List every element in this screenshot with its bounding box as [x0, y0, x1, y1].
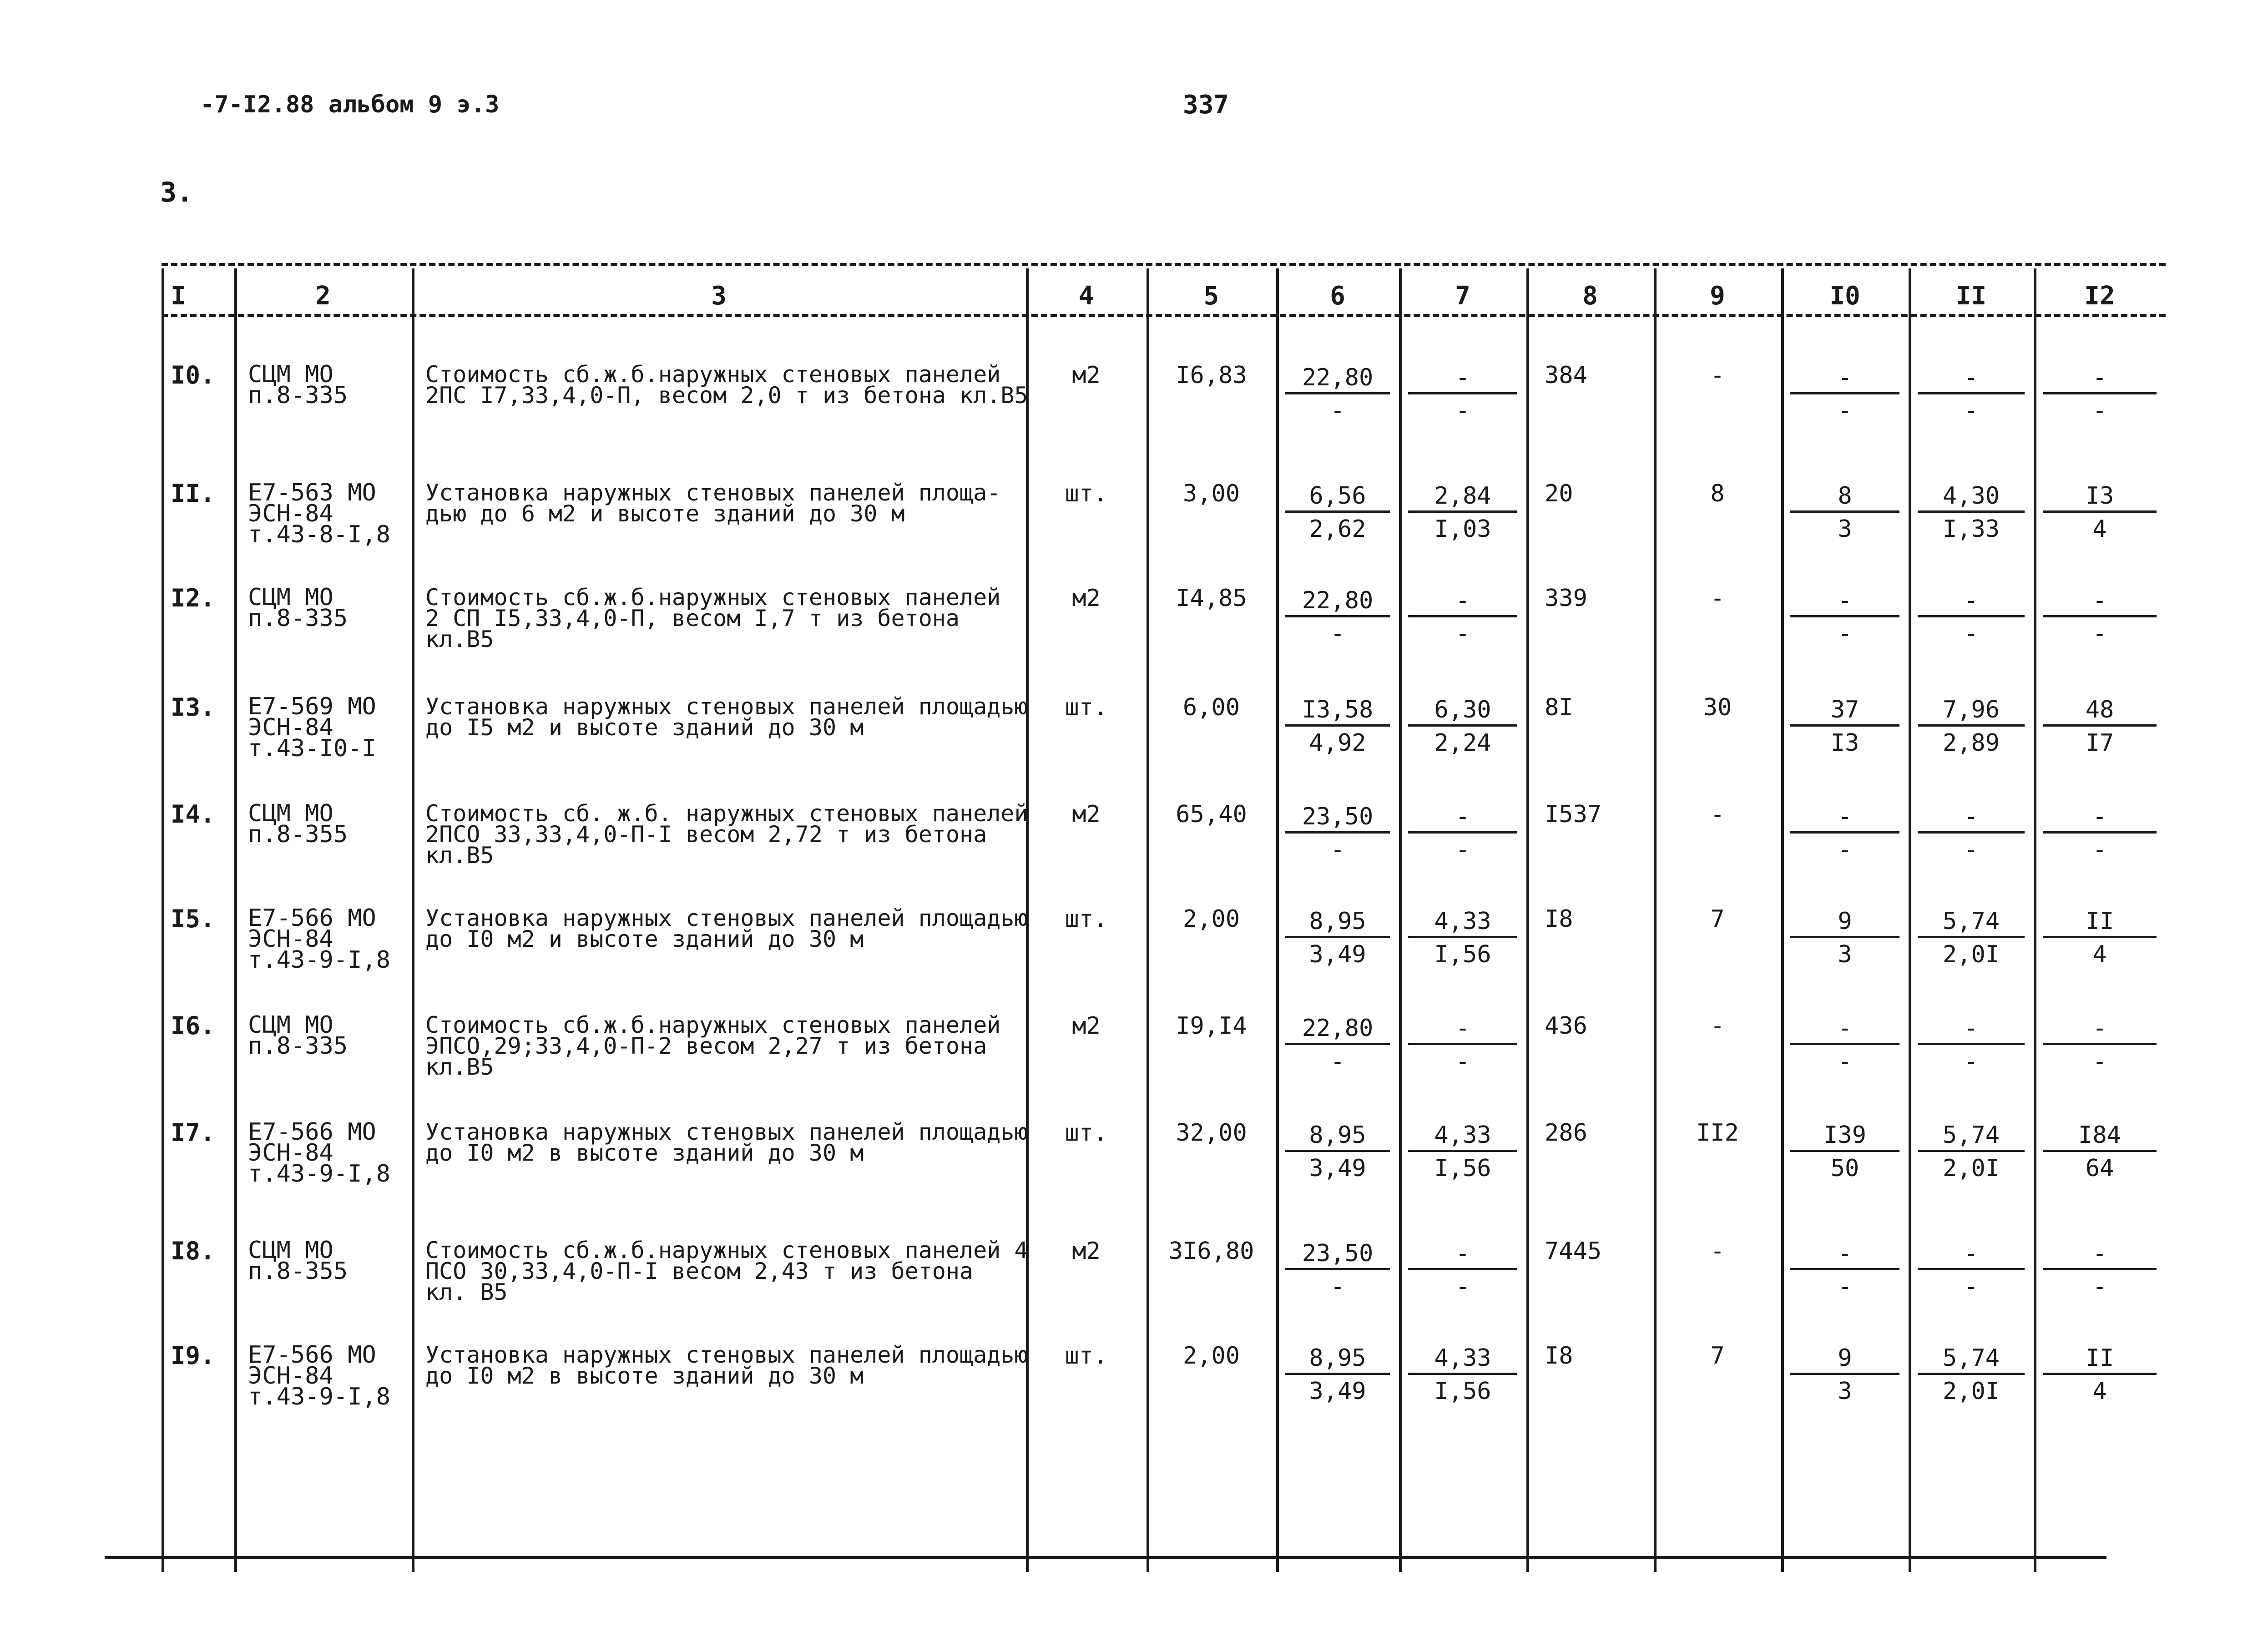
unit-cost-total [1285, 1240, 1390, 1298]
col12-value [2043, 908, 2157, 966]
total-cost: I8 [1545, 905, 1573, 933]
norm-code: ЭСН-84 [248, 1139, 333, 1167]
column-divider [1909, 268, 1911, 1572]
unit-cost-total-denominator: - [1330, 397, 1345, 424]
col10-value-numerator: 9 [1790, 1344, 1899, 1375]
total-cost: 339 [1545, 585, 1587, 612]
col11-value [1918, 1240, 2025, 1298]
work-description: 2ПСО 33,33,4,0-П-I весом 2,72 т из бетона [425, 821, 987, 848]
col12-value [2043, 1240, 2157, 1298]
document-reference: -7-I2.88 альбом 9 э.3 [200, 91, 500, 118]
col11-value [1918, 908, 2025, 966]
work-description: Установка наружных стеновых панелей площадью [425, 693, 1028, 720]
unit: шт. [1065, 480, 1108, 507]
col10-value [1790, 1240, 1899, 1298]
work-description: Стоимость сб.ж.б.наружных стеновых панелей 4 [425, 1237, 1028, 1263]
norm-code: п.8-335 [248, 382, 348, 409]
col11-value-denominator: I,33 [1942, 515, 2000, 543]
col11-value-numerator: 4,30 [1918, 482, 2025, 513]
norm-code: СЦМ МО [248, 1011, 333, 1039]
total-cost: 286 [1545, 1119, 1587, 1147]
row-number: I0. [171, 361, 215, 389]
work-description: дью до 6 м2 и высоте зданий до 30 м [425, 500, 905, 527]
work-description: Стоимость сб.ж.б.наружных стеновых панелей [425, 1012, 1001, 1038]
work-description: Установка наружных стеновых панелей площа- [425, 480, 1001, 506]
col12-value [2043, 364, 2157, 423]
unit-cost-total-numerator: 23,50 [1285, 1240, 1390, 1270]
col12-value-numerator: II [2043, 1344, 2157, 1375]
col10-value [1790, 1015, 1899, 1073]
col12-value-numerator: - [2043, 1015, 2157, 1045]
col10-value-numerator: - [1790, 1240, 1899, 1270]
unit-cost-wages-numerator: 2,84 [1408, 482, 1517, 513]
labor-value: 8 [1710, 480, 1725, 507]
unit-cost-wages-denominator: - [1455, 1048, 1470, 1075]
labor-value: - [1710, 1012, 1725, 1040]
unit-cost-wages [1408, 364, 1517, 423]
unit-cost-total [1285, 803, 1390, 862]
total-cost: 436 [1545, 1012, 1587, 1040]
quantity: I4,85 [1176, 585, 1247, 612]
unit: м2 [1072, 801, 1101, 828]
col12-value-denominator: - [2092, 620, 2107, 647]
col12-value-denominator: 4 [2092, 515, 2107, 543]
col10-value-denominator: - [1838, 1048, 1852, 1075]
col10-value-numerator: 8 [1790, 482, 1899, 513]
work-description: до I5 м2 и высоте зданий до 30 м [425, 714, 864, 741]
col11-value-numerator: 5,74 [1918, 1122, 2025, 1152]
col12-value-numerator: - [2043, 803, 2157, 834]
norm-code: СЦМ МО [248, 361, 333, 388]
unit-cost-wages-denominator: 2,24 [1434, 729, 1491, 757]
work-description: Стоимость сб. ж.б. наружных стеновых панелей [425, 800, 1028, 827]
unit-cost-total-denominator: 3,49 [1309, 1155, 1366, 1182]
norm-code: СЦМ МО [248, 1237, 333, 1264]
unit-cost-wages-denominator: - [1455, 620, 1470, 647]
col11-value-denominator: - [1964, 1048, 1979, 1075]
total-cost: 20 [1545, 480, 1573, 507]
col11-value-numerator: 5,74 [1918, 908, 2025, 938]
work-description: ПСО 30,33,4,0-П-I весом 2,43 т из бетона [425, 1258, 974, 1284]
norm-code: ЭСН-84 [248, 925, 333, 953]
column-divider [162, 268, 164, 1572]
col12-value [2043, 1344, 2157, 1403]
unit-cost-wages [1408, 696, 1517, 755]
unit-cost-total-numerator: 22,80 [1285, 587, 1390, 617]
col10-value [1790, 1344, 1899, 1403]
column-divider [2034, 268, 2036, 1572]
work-description: до I0 м2 в высоте зданий до 30 м [425, 1140, 864, 1166]
col10-value-denominator: - [1838, 620, 1852, 647]
row-number: I3. [171, 693, 215, 722]
col12-value [2043, 482, 2157, 541]
unit-cost-wages-numerator: 4,33 [1408, 1122, 1517, 1152]
quantity: 2,00 [1182, 1342, 1240, 1369]
col11-value [1918, 1122, 2025, 1180]
unit-cost-wages [1408, 803, 1517, 862]
unit: м2 [1072, 1012, 1101, 1040]
unit-cost-wages-denominator: I,56 [1434, 1155, 1491, 1182]
unit-cost-total [1285, 587, 1390, 646]
norm-code: ЭСН-84 [248, 714, 333, 741]
column-header: 5 [1203, 281, 1219, 311]
column-header: 4 [1078, 281, 1094, 311]
norm-code: СЦМ МО [248, 800, 333, 827]
unit-cost-total-numerator: 22,80 [1285, 364, 1390, 394]
col12-value [2043, 803, 2157, 862]
unit-cost-wages-numerator: 6,30 [1408, 696, 1517, 727]
work-description: Стоимость сб.ж.б.наружных стеновых панелей [425, 361, 1001, 388]
work-description: до I0 м2 в высоте зданий до 30 м [425, 1363, 864, 1389]
norm-code: Е7-566 МО [248, 1341, 376, 1369]
col11-value [1918, 482, 2025, 541]
unit-cost-total [1285, 1344, 1390, 1403]
column-divider [1399, 268, 1402, 1572]
col11-value [1918, 1344, 2025, 1403]
col10-value [1790, 696, 1899, 755]
total-cost: I8 [1545, 1342, 1573, 1369]
col11-value-denominator: - [1964, 1273, 1979, 1300]
norm-code: п.8-335 [248, 605, 348, 632]
unit-cost-total-numerator: 22,80 [1285, 1015, 1390, 1045]
work-description: Стоимость сб.ж.б.наружных стеновых панелей [425, 584, 1001, 611]
quantity: 3I6,80 [1168, 1238, 1254, 1265]
labor-value: - [1710, 1238, 1725, 1265]
col11-value-numerator: - [1918, 364, 2025, 394]
unit-cost-wages [1408, 1344, 1517, 1403]
norm-code: т.43-9-I,8 [248, 946, 391, 974]
row-number: I4. [171, 800, 215, 829]
unit-cost-wages-numerator: 4,33 [1408, 1344, 1517, 1375]
col11-value-denominator: 2,0I [1942, 1155, 2000, 1182]
col10-value-numerator: - [1790, 803, 1899, 834]
col12-value-numerator: II [2043, 908, 2157, 938]
column-divider [1276, 268, 1279, 1572]
col10-value-denominator: 3 [1838, 1378, 1852, 1405]
column-divider [412, 268, 414, 1572]
col10-value [1790, 1122, 1899, 1180]
row-number: I8. [171, 1237, 215, 1265]
quantity: 32,00 [1176, 1119, 1247, 1147]
unit: шт. [1065, 905, 1108, 933]
unit: м2 [1072, 362, 1101, 389]
norm-code: Е7-566 МО [248, 904, 376, 932]
column-header: 7 [1455, 281, 1470, 311]
column-header: 6 [1330, 281, 1345, 311]
unit-cost-wages-denominator: - [1455, 397, 1470, 424]
col12-value-numerator: I84 [2043, 1122, 2157, 1152]
quantity: I9,I4 [1176, 1012, 1247, 1040]
col11-value-denominator: - [1964, 836, 1979, 864]
labor-value: 7 [1710, 905, 1725, 933]
work-description: ЭПСО,29;33,4,0-П-2 весом 2,27 т из бетона [425, 1033, 987, 1059]
col10-value-numerator: - [1790, 1015, 1899, 1045]
column-header: I0 [1829, 281, 1860, 311]
total-cost: 8I [1545, 694, 1573, 721]
unit-cost-wages-numerator: - [1408, 1240, 1517, 1270]
col10-value-numerator: - [1790, 587, 1899, 617]
col12-value-denominator: - [2092, 397, 2107, 424]
col11-value-numerator: - [1918, 803, 2025, 834]
column-header: 3 [711, 281, 727, 311]
col12-value-numerator: - [2043, 1240, 2157, 1270]
col11-value-numerator: 5,74 [1918, 1344, 2025, 1375]
col12-value [2043, 1122, 2157, 1180]
col10-value [1790, 482, 1899, 541]
unit-cost-wages-numerator: - [1408, 364, 1517, 394]
unit-cost-total [1285, 1015, 1390, 1073]
col10-value-denominator: - [1838, 1273, 1852, 1300]
col10-value-numerator: 37 [1790, 696, 1899, 727]
unit-cost-total-denominator: - [1330, 1048, 1345, 1075]
table-bottom-rule [105, 1556, 2106, 1559]
unit-cost-total-numerator: 6,56 [1285, 482, 1390, 513]
total-cost: I537 [1545, 801, 1602, 828]
work-description: 2 СП I5,33,4,0-П, весом I,7 т из бетона [425, 605, 960, 632]
row-number: I7. [171, 1118, 215, 1147]
row-number: I5. [171, 904, 215, 933]
col12-value-numerator: I3 [2043, 482, 2157, 513]
col11-value-numerator: - [1918, 1015, 2025, 1045]
unit-cost-wages-denominator: - [1455, 1273, 1470, 1300]
norm-code: т.43-I0-I [248, 735, 376, 762]
quantity: I6,83 [1176, 362, 1247, 389]
col11-value [1918, 364, 2025, 423]
column-header: I [171, 281, 186, 311]
col10-value-denominator: 3 [1838, 941, 1852, 968]
header-top-rule [162, 263, 2166, 266]
unit-cost-total-denominator: 2,62 [1309, 515, 1366, 543]
work-description: до I0 м2 и высоте зданий до 30 м [425, 926, 864, 952]
unit-cost-wages-denominator: - [1455, 836, 1470, 864]
unit-cost-wages-denominator: I,56 [1434, 941, 1491, 968]
col11-value [1918, 1015, 2025, 1073]
unit-cost-wages-denominator: I,56 [1434, 1378, 1491, 1405]
col11-value [1918, 587, 2025, 646]
column-header: I2 [2084, 281, 2115, 311]
col10-value-denominator: - [1838, 836, 1852, 864]
unit-cost-total-numerator: 8,95 [1285, 1122, 1390, 1152]
norm-code: ЭСН-84 [248, 1362, 333, 1389]
work-description: кл.В5 [425, 1054, 494, 1080]
col11-value-denominator: - [1964, 397, 1979, 424]
col11-value-denominator: 2,0I [1942, 941, 2000, 968]
labor-value: 7 [1710, 1342, 1725, 1369]
col12-value-numerator: - [2043, 364, 2157, 394]
unit-cost-total-denominator: 3,49 [1309, 941, 1366, 968]
norm-code: СЦМ МО [248, 584, 333, 611]
unit-cost-total [1285, 482, 1390, 541]
unit-cost-wages [1408, 1015, 1517, 1073]
column-header: 9 [1710, 281, 1725, 311]
unit-cost-total-denominator: 3,49 [1309, 1378, 1366, 1405]
quantity: 2,00 [1182, 905, 1240, 933]
unit: шт. [1065, 1342, 1108, 1369]
column-divider [1781, 268, 1784, 1572]
unit: м2 [1072, 585, 1101, 612]
col12-value-numerator: 48 [2043, 696, 2157, 727]
col12-value-denominator: I7 [2085, 729, 2114, 757]
work-description: кл.В5 [425, 626, 494, 652]
norm-code: т.43-8-I,8 [248, 521, 391, 548]
col10-value-numerator: 9 [1790, 908, 1899, 938]
col12-value [2043, 587, 2157, 646]
col12-value [2043, 696, 2157, 755]
labor-value: II2 [1696, 1119, 1739, 1147]
unit-cost-wages [1408, 482, 1517, 541]
unit-cost-total [1285, 696, 1390, 755]
col10-value-denominator: I3 [1830, 729, 1859, 757]
unit-cost-total-numerator: 23,50 [1285, 803, 1390, 834]
unit-cost-wages [1408, 587, 1517, 646]
labor-value: - [1710, 585, 1725, 612]
col10-value-denominator: 3 [1838, 515, 1852, 543]
page-number: 337 [1183, 90, 1229, 120]
column-header: II [1955, 281, 1987, 311]
unit-cost-total [1285, 908, 1390, 966]
labor-value: 30 [1703, 694, 1732, 721]
col11-value-numerator: - [1918, 587, 2025, 617]
unit-cost-total [1285, 1122, 1390, 1180]
unit-cost-total-denominator: - [1330, 620, 1345, 647]
norm-code: п.8-335 [248, 1032, 348, 1060]
unit-cost-total-denominator: - [1330, 1273, 1345, 1300]
quantity: 6,00 [1182, 694, 1240, 721]
unit-cost-total-numerator: I3,58 [1285, 696, 1390, 727]
work-description: Установка наружных стеновых панелей площадью [425, 905, 1028, 931]
unit-cost-wages [1408, 908, 1517, 966]
norm-code: п.8-355 [248, 1258, 348, 1285]
column-divider [1526, 268, 1529, 1572]
column-header: 2 [315, 281, 331, 311]
norm-code: Е7-569 МО [248, 693, 376, 720]
col12-value [2043, 1015, 2157, 1073]
row-number: I2. [171, 584, 215, 612]
work-description: 2ПС I7,33,4,0-П, весом 2,0 т из бетона кл.В5 [425, 382, 1028, 409]
row-number: II. [171, 479, 215, 508]
col10-value [1790, 364, 1899, 423]
col11-value-denominator: - [1964, 620, 1979, 647]
norm-code: п.8-355 [248, 821, 348, 848]
unit: шт. [1065, 1119, 1108, 1147]
col12-value-denominator: 64 [2085, 1155, 2114, 1182]
col10-value [1790, 908, 1899, 966]
column-header: 8 [1582, 281, 1598, 311]
col12-value-denominator: 4 [2092, 1378, 2107, 1405]
unit-cost-total-denominator: 4,92 [1309, 729, 1366, 757]
norm-code: т.43-9-I,8 [248, 1383, 391, 1410]
labor-value: - [1710, 801, 1725, 828]
col10-value [1790, 587, 1899, 646]
work-description: Установка наружных стеновых панелей площадью [425, 1342, 1028, 1368]
work-description: кл.В5 [425, 842, 494, 869]
col10-value-numerator: I39 [1790, 1122, 1899, 1152]
labor-value: - [1710, 362, 1725, 389]
col10-value-denominator: 50 [1830, 1155, 1859, 1182]
row-number: I9. [171, 1341, 215, 1370]
col12-value-denominator: - [2092, 1048, 2107, 1075]
work-description: Установка наружных стеновых панелей площадью [425, 1119, 1028, 1145]
col11-value-denominator: 2,89 [1942, 729, 2000, 757]
header-bottom-rule [162, 314, 2166, 317]
unit-cost-wages [1408, 1122, 1517, 1180]
row-number: I6. [171, 1011, 215, 1040]
col12-value-numerator: - [2043, 587, 2157, 617]
unit-cost-total-denominator: - [1330, 836, 1345, 864]
norm-code: Е7-566 МО [248, 1118, 376, 1146]
section-number: 3. [160, 177, 193, 208]
col10-value-denominator: - [1838, 397, 1852, 424]
col11-value-denominator: 2,0I [1942, 1378, 2000, 1405]
unit: м2 [1072, 1238, 1101, 1265]
quantity: 65,40 [1176, 801, 1247, 828]
col11-value-numerator: - [1918, 1240, 2025, 1270]
total-cost: 7445 [1545, 1238, 1602, 1265]
column-divider [234, 268, 237, 1572]
col11-value-numerator: 7,96 [1918, 696, 2025, 727]
col10-value-numerator: - [1790, 364, 1899, 394]
work-description: кл. В5 [425, 1279, 508, 1305]
unit-cost-wages [1408, 1240, 1517, 1298]
unit-cost-wages-numerator: - [1408, 803, 1517, 834]
col12-value-denominator: - [2092, 836, 2107, 864]
unit: шт. [1065, 694, 1108, 721]
unit-cost-total-numerator: 8,95 [1285, 908, 1390, 938]
quantity: 3,00 [1182, 480, 1240, 507]
col10-value [1790, 803, 1899, 862]
col12-value-denominator: - [2092, 1273, 2107, 1300]
unit-cost-total [1285, 364, 1390, 423]
norm-code: ЭСН-84 [248, 500, 333, 527]
col11-value [1918, 696, 2025, 755]
norm-code: Е7-563 МО [248, 479, 376, 506]
unit-cost-wages-numerator: - [1408, 587, 1517, 617]
unit-cost-wages-numerator: 4,33 [1408, 908, 1517, 938]
col11-value [1918, 803, 2025, 862]
unit-cost-wages-numerator: - [1408, 1015, 1517, 1045]
col12-value-denominator: 4 [2092, 941, 2107, 968]
unit-cost-total-numerator: 8,95 [1285, 1344, 1390, 1375]
total-cost: 384 [1545, 362, 1587, 389]
norm-code: т.43-9-I,8 [248, 1160, 391, 1187]
unit-cost-wages-denominator: I,03 [1434, 515, 1491, 543]
